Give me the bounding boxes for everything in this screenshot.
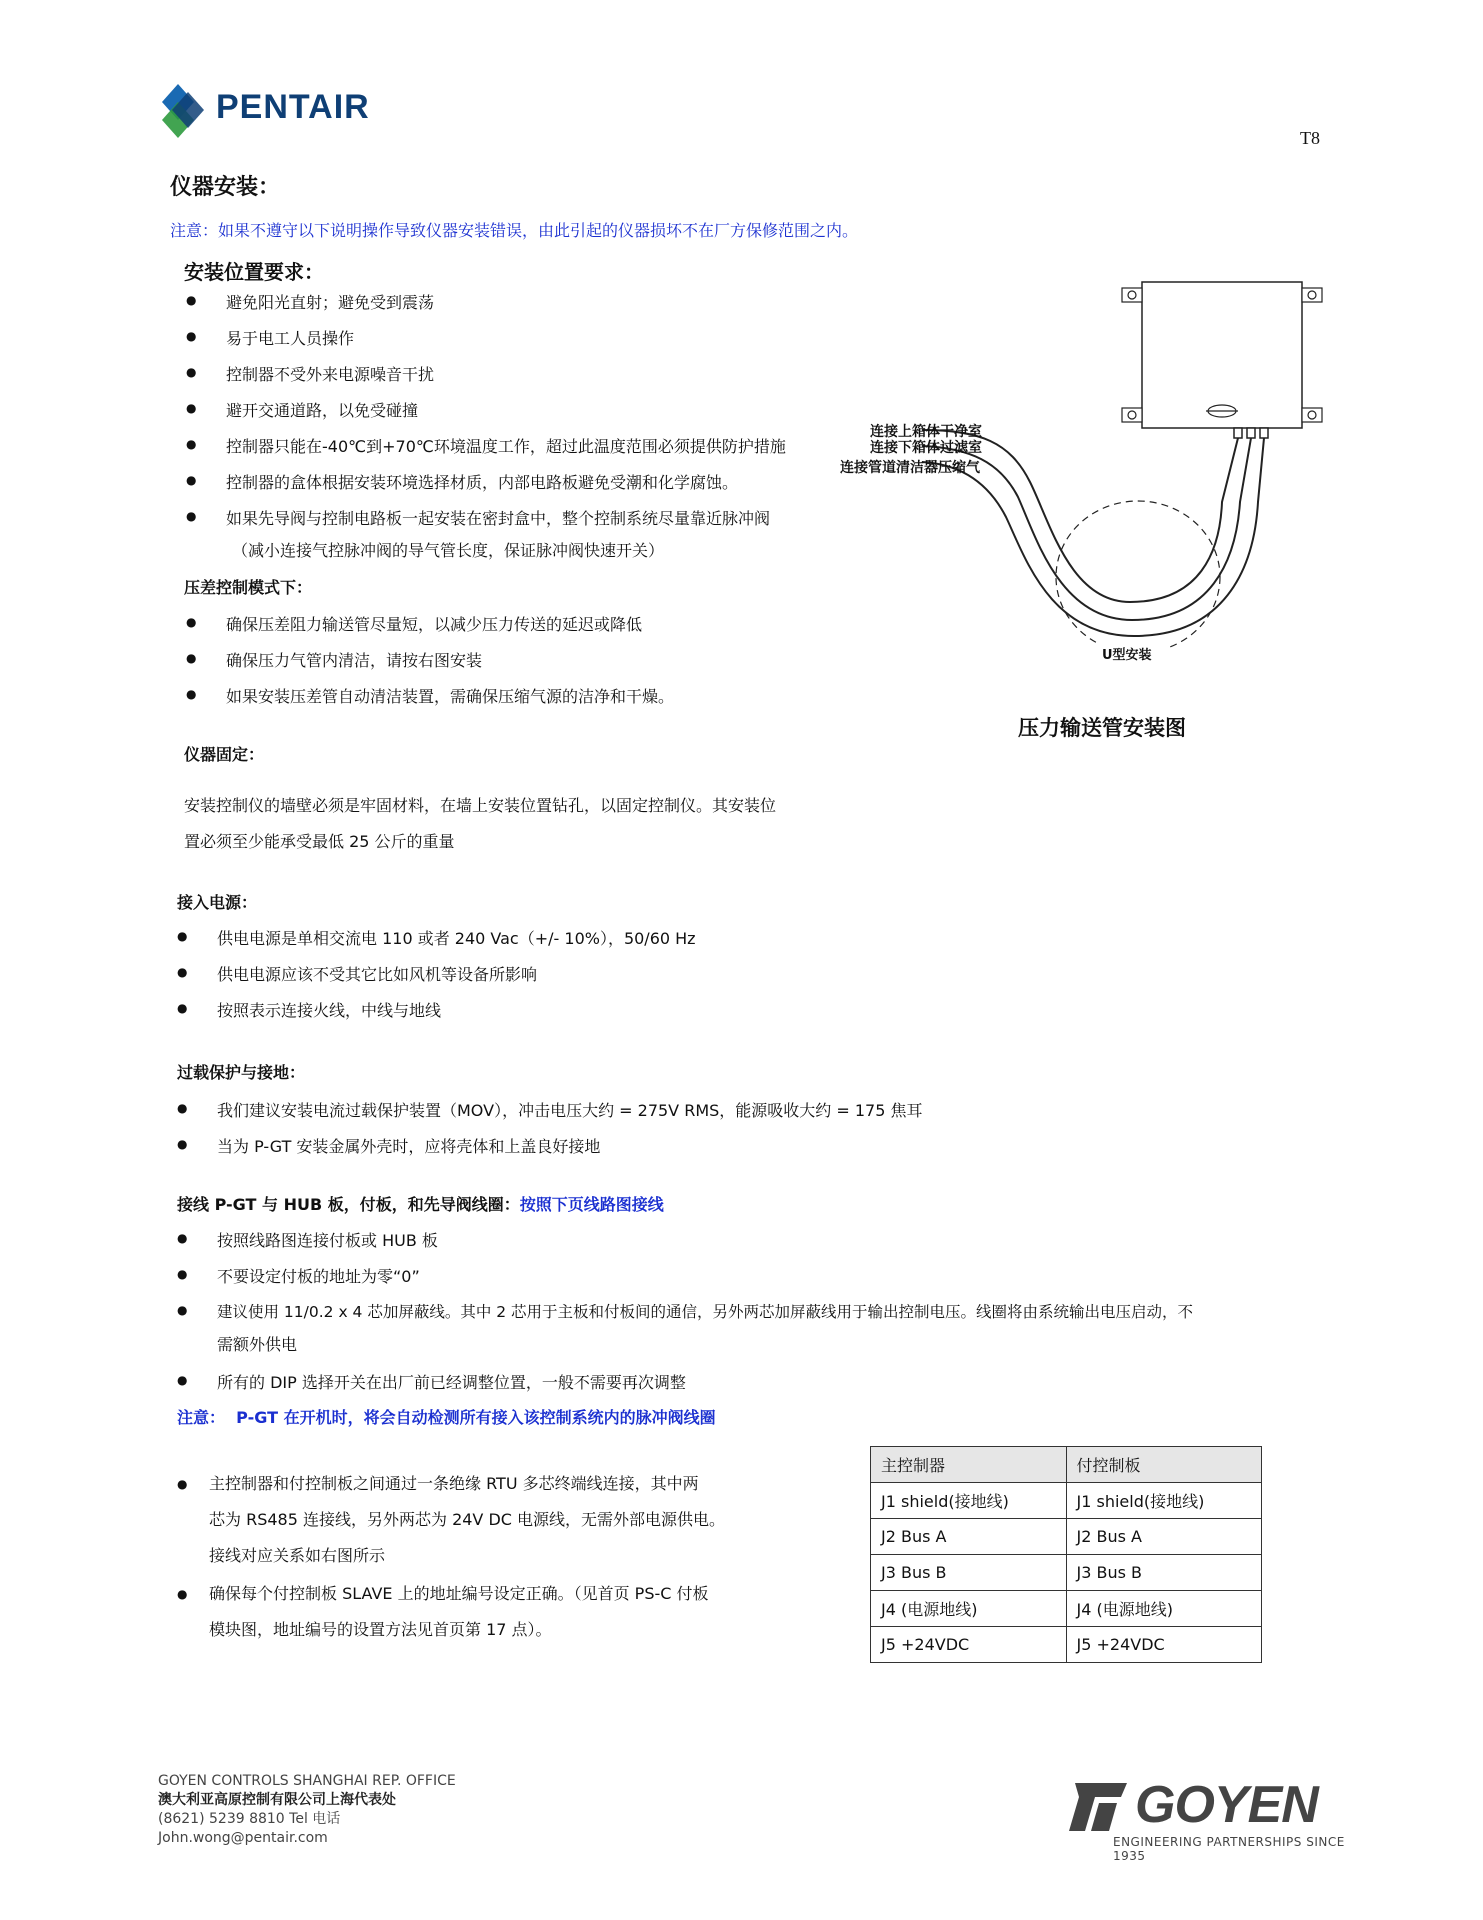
rtu-line: 芯为 RS485 连接线，另外两芯为 24V DC 电源线，无需外部电源供电。 xyxy=(209,1510,726,1529)
overload-heading: 过载保护与接地： xyxy=(177,1063,306,1082)
table-cell: J3 Bus B xyxy=(871,1555,1067,1591)
power-list xyxy=(177,926,1077,1034)
goyen-logo xyxy=(1065,1775,1350,1863)
wiring-notice-label: 注意： xyxy=(177,1408,226,1427)
brand-name: PENTAIR xyxy=(216,88,370,126)
table-cell: J1 shield(接地线) xyxy=(1066,1483,1262,1519)
u-install-label: U型安装 xyxy=(1102,648,1152,663)
pentair-logo xyxy=(158,80,418,140)
table-cell: J1 shield(接地线) xyxy=(871,1483,1067,1519)
location-note: （减小连接气控脉冲阀的导气管长度，保证脉冲阀快速开关） xyxy=(232,541,665,560)
list-item: ● 控制器不受外来电源噪音干扰 xyxy=(186,362,886,398)
goyen-tagline: ENGINEERING PARTNERSHIPS SINCE 1935 xyxy=(1113,1835,1345,1863)
pentair-mark-icon xyxy=(158,80,214,140)
table-cell: J4 (电源地线) xyxy=(1066,1591,1262,1627)
fixing-line: 安装控制仪的墙壁必须是牢固材料，在墙上安装位置钻孔，以固定控制仪。其安装位 xyxy=(184,796,777,815)
list-item: ● 控制器只能在-40℃到+70℃环境温度工作，超过此温度范围必须提供防护措施 xyxy=(186,434,886,470)
list-item: ● 按照线路图连接付板或 HUB 板 xyxy=(177,1228,1337,1264)
list-item: ● 避开交通道路，以免受碰撞 xyxy=(186,398,886,434)
location-heading: 安装位置要求： xyxy=(184,260,324,284)
rtu-line: 确保每个付控制板 SLAVE 上的地址编号设定正确。（见首页 PS-C 付板 xyxy=(209,1584,709,1603)
label-lower-chamber: 连接下箱体过滤室 xyxy=(870,440,982,456)
list-item: ● 易于电工人员操作 xyxy=(186,326,886,362)
list-item: ● 所有的 DIP 选择开关在出厂前已经调整位置，一般不需要再次调整 xyxy=(177,1370,1337,1406)
power-heading: 接入电源： xyxy=(177,893,258,912)
table-row xyxy=(871,1519,1262,1555)
table-header-cell: 付控制板 xyxy=(1066,1447,1262,1483)
list-item: ● 控制器的盒体根据安装环境选择材质，内部电路板避免受潮和化学腐蚀。 xyxy=(186,470,886,506)
wiring-heading-link: 按照下页线路图接线 xyxy=(519,1195,664,1214)
label-upper-chamber: 连接上箱体干净室 xyxy=(870,424,982,440)
goyen-mark-icon xyxy=(1065,1779,1129,1835)
list-item: ● 不要设定付板的地址为零“0” xyxy=(177,1264,1337,1300)
table-cell: J5 +24VDC xyxy=(871,1627,1067,1663)
wiring-list xyxy=(177,1228,1337,1406)
diff-pressure-list xyxy=(186,612,886,720)
table-cell: J2 Bus A xyxy=(871,1519,1067,1555)
page-code: T8 xyxy=(1300,128,1320,148)
wiring-notice-text: P-GT 在开机时，将会自动检测所有接入该控制系统内的脉冲阀线圈 xyxy=(236,1408,716,1427)
wiring-item-continued: 需额外供电 xyxy=(217,1335,298,1354)
footer-office: GOYEN CONTROLS SHANGHAI REP. OFFICE xyxy=(158,1773,456,1789)
footer-email[interactable]: John.wong@pentair.com xyxy=(158,1830,328,1846)
rtu-line: 主控制器和付控制板之间通过一条绝缘 RTU 多芯终端线连接，其中两 xyxy=(209,1474,699,1493)
footer-tel: (8621) 5239 8810 Tel 电话 xyxy=(158,1811,341,1827)
page-title: 仪器安装： xyxy=(170,175,281,200)
list-item: ● 供电电源应该不受其它比如风机等设备所影响 xyxy=(177,962,1077,998)
rtu-line: 接线对应关系如右图所示 xyxy=(209,1546,386,1565)
wiring-notice xyxy=(177,1405,716,1428)
rtu-line: 模块图，地址编号的设置方法见首页第 17 点）。 xyxy=(209,1620,552,1639)
list-item: ● 确保压力气管内清洁，请按右图安装 xyxy=(186,648,886,684)
list-item: ● 按照表示连接火线，中线与地线 xyxy=(177,998,1077,1034)
table-row xyxy=(871,1555,1262,1591)
table-header-cell: 主控制器 xyxy=(871,1447,1067,1483)
table-cell: J3 Bus B xyxy=(1066,1555,1262,1591)
rtu-list xyxy=(177,1466,777,1648)
fixing-heading: 仪器固定： xyxy=(184,745,265,764)
table-row xyxy=(871,1591,1262,1627)
figure-caption: 压力输送管安装图 xyxy=(1018,716,1186,740)
list-item: ● 如果先导阀与控制电路板一起安装在密封盒中，整个控制系统尽量靠近脉冲阀 xyxy=(186,506,886,542)
wiring-heading xyxy=(177,1192,664,1215)
wiring-heading-text: 接线 P-GT 与 HUB 板，付板，和先导阀线圈： xyxy=(177,1195,520,1214)
location-list xyxy=(186,290,886,542)
footer-office-cn: 澳大利亚高原控制有限公司上海代表处 xyxy=(158,1792,396,1808)
table-cell: J4 (电源地线) xyxy=(871,1591,1067,1627)
list-item: ● 避免阳光直射；避免受到震荡 xyxy=(186,290,886,326)
table-row xyxy=(871,1627,1262,1663)
list-item-continued xyxy=(177,1334,1337,1370)
list-item: ● 供电电源是单相交流电 110 或者 240 Vac（+/- 10%），50/60 Hz xyxy=(177,926,1077,962)
table-row xyxy=(871,1483,1262,1519)
list-item: ● 如果安装压差管自动清洁装置，需确保压缩气源的洁净和干燥。 xyxy=(186,684,886,720)
footer-contact xyxy=(158,1772,456,1848)
overload-list xyxy=(177,1098,1177,1170)
list-item: ● 当为 P-GT 安装金属外壳时，应将壳体和上盖良好接地 xyxy=(177,1134,1177,1170)
table-header-row xyxy=(871,1447,1262,1483)
table-cell: J2 Bus A xyxy=(1066,1519,1262,1555)
list-item: ● 我们建议安装电流过载保护装置（MOV），冲击电压大约 = 275V RMS，能源吸收大约 = 175 焦耳 xyxy=(177,1098,1177,1134)
wiring-table xyxy=(870,1446,1262,1663)
list-item: ● 主控制器和付控制板之间通过一条绝缘 RTU 多芯终端线连接，其中两 芯为 RS485 连接线，另外两芯为 24V DC 电源线，无需外部电源供电。 接线对应关系如右图所示 xyxy=(177,1466,777,1574)
goyen-brand: GOYEN xyxy=(1135,1776,1318,1834)
diff-pressure-heading: 压差控制模式下： xyxy=(184,578,313,597)
list-item: ● 确保压差阻力输送管尽量短，以减少压力传送的延迟或降低 xyxy=(186,612,886,648)
list-item: ● 建议使用 11/0.2 x 4 芯加屏蔽线。其中 2 芯用于主板和付板间的通信，另外两芯加屏蔽线用于输出控制电压。线圈将由系统输出电压启动，不 xyxy=(177,1300,1337,1334)
table-cell: J5 +24VDC xyxy=(1066,1627,1262,1663)
fixing-paragraph xyxy=(184,788,944,860)
list-item: ● 确保每个付控制板 SLAVE 上的地址编号设定正确。（见首页 PS-C 付板 模块图，地址编号的设置方法见首页第 17 点）。 xyxy=(177,1576,777,1648)
label-compressed-air: 连接管道清洁器压缩气 xyxy=(840,460,980,476)
fixing-line: 置必须至少能承受最低 25 公斤的重量 xyxy=(184,832,455,851)
warranty-notice: 注意：如果不遵守以下说明操作导致仪器安装错误，由此引起的仪器损坏不在厂方保修范围之内。 xyxy=(170,221,859,240)
pressure-tube-diagram xyxy=(840,272,1330,692)
